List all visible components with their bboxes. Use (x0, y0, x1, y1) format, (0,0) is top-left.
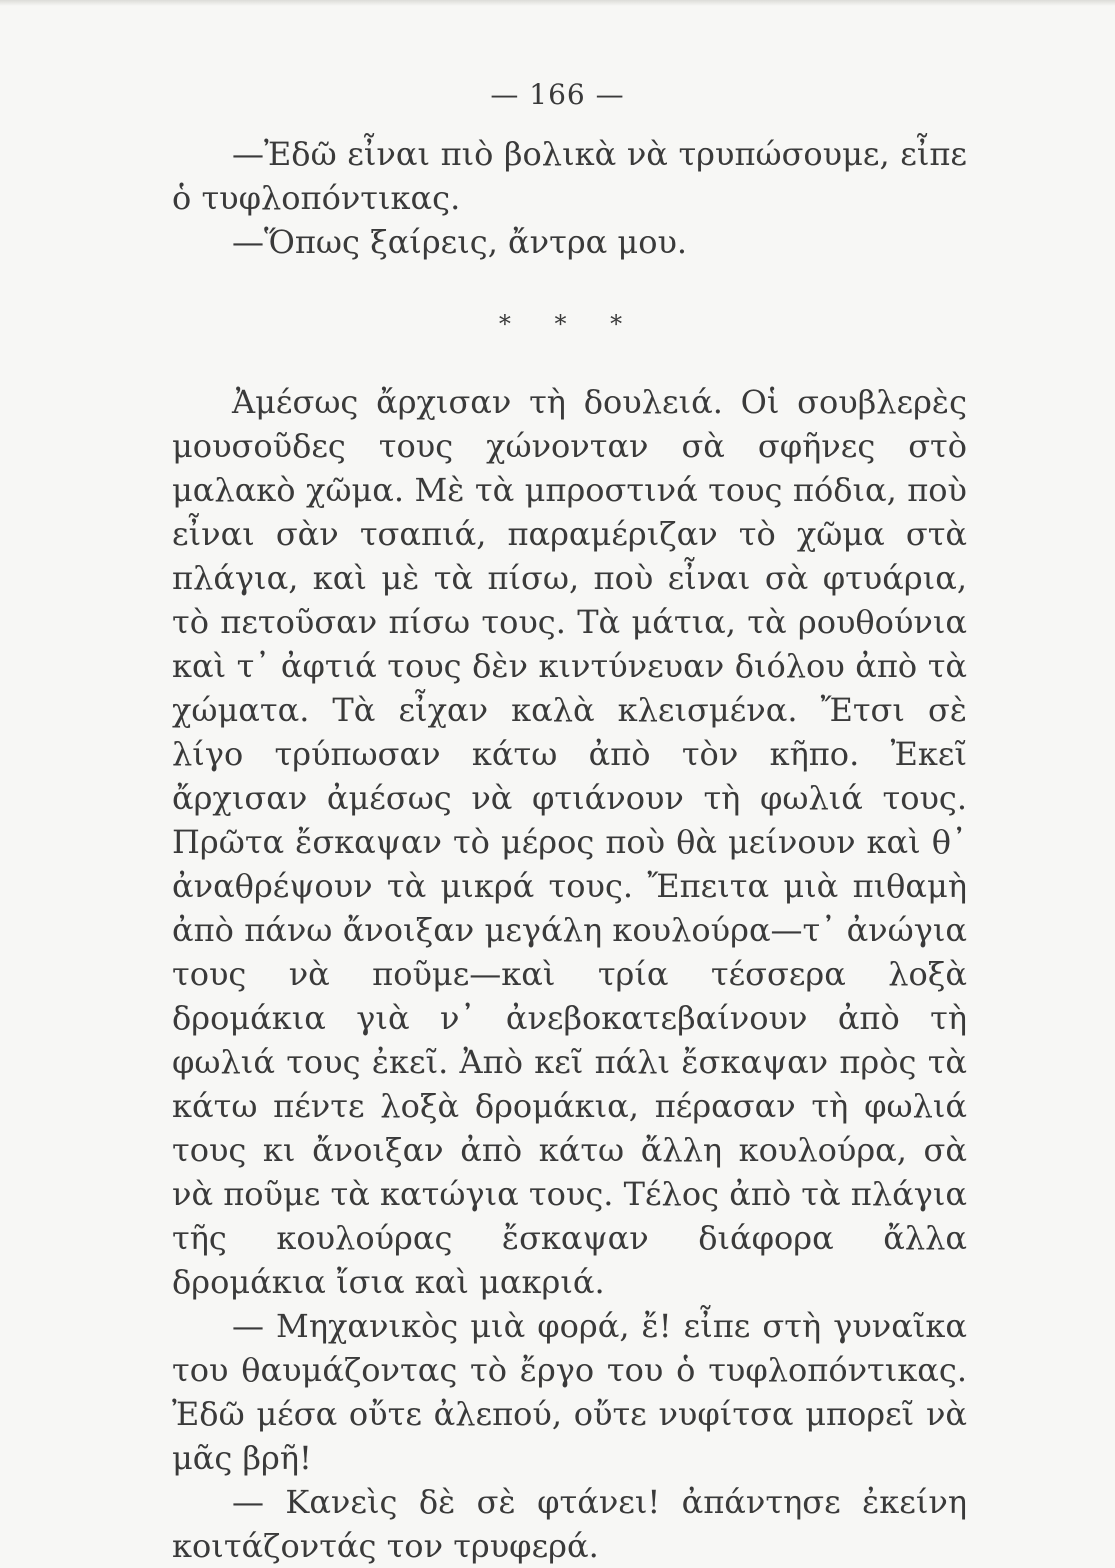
text-block (172, 132, 967, 1568)
page-number: — 166 — (490, 78, 625, 111)
paragraph-dialogue-4: — Κανεὶς δὲ σὲ φτάνει! ἀπάντησε ἐκείνη κοιτάζοντάς τον τρυφερά. (172, 1483, 967, 1565)
paragraph-dialogue-3: — Μηχανικὸς μιὰ φορά, ἔ! εἶπε στὴ γυναῖκα του θαυμάζοντας τὸ ἔργο του ὁ τυφλοπόντικας. Ἐδῶ μέσα οὔτε ἀλεπού, οὔτε νυφίτσα μπορεῖ νὰ μᾶς βρῆ! (172, 1307, 967, 1477)
page-edge (0, 0, 1115, 6)
paragraph-dialogue-1: —Ἐδῶ εἶναι πιὸ βολικὰ νὰ τρυπώσουμε, εἶπε ὁ τυφλοπόντικας. (172, 135, 967, 217)
paragraph-dialogue-2: —Ὅπως ξαίρεις, ἄντρα μου. (232, 223, 688, 261)
section-separator: * * * (498, 310, 641, 338)
paragraph-narrative: Ἀμέσως ἄρχισαν τὴ δουλειά. Οἱ σουβλερὲς μουσοῦδες τους χώνονταν σὰ σφῆνες στὸ μαλακὸ χῶμα. Μὲ τὰ μπροστινά τους πόδια, ποὺ εἶναι σὰν τσαπιά, παραμέριζαν τὸ χῶμα στὰ πλάγια, καὶ μὲ τὰ πίσω, ποὺ εἶναι σὰ φτυάρια, τὸ πετοῦσαν πίσω τους. Τὰ μάτια, τὰ ρουθούνια καὶ τ᾽ ἀφτιά τους δὲν κιντύνευαν διόλου ἀπὸ τὰ χώματα. Τὰ εἶχαν καλὰ κλεισμένα. Ἔτσι σὲ λίγο τρύπωσαν κάτω ἀπὸ τὸν κῆπο. Ἐκεῖ ἄρχισαν ἀμέσως νὰ φτιάνουν τὴ φωλιά τους. Πρῶτα ἔσκαψαν τὸ μέρος ποὺ θὰ μείνουν καὶ θ᾽ ἀναθρέψουν τὰ μικρά τους. Ἔπειτα μιὰ πιθαμὴ ἀπὸ πάνω ἄνοιξαν μεγάλη κουλούρα—τ᾽ ἀνώγια τους νὰ ποῦμε—καὶ τρία τέσσερα λοξὰ δρομάκια γιὰ ν᾽ ἀνεβοκατεβαίνουν ἀπὸ τὴ φωλιά τους ἐκεῖ. Ἀπὸ κεῖ πάλι ἔσκαψαν πρὸς τὰ κάτω πέντε λοξὰ δρομάκια, πέρασαν τὴ φωλιά τους κι ἄνοιξαν ἀπὸ κάτω ἄλλη κουλούρα, σὰ νὰ ποῦμε τὰ κατώγια τους. Τέλος ἀπὸ τὰ πλάγια τῆς κουλούρας ἔσκαψαν διάφορα ἄλλα δρομάκια ἴσια καὶ μακριά. (172, 383, 967, 1301)
